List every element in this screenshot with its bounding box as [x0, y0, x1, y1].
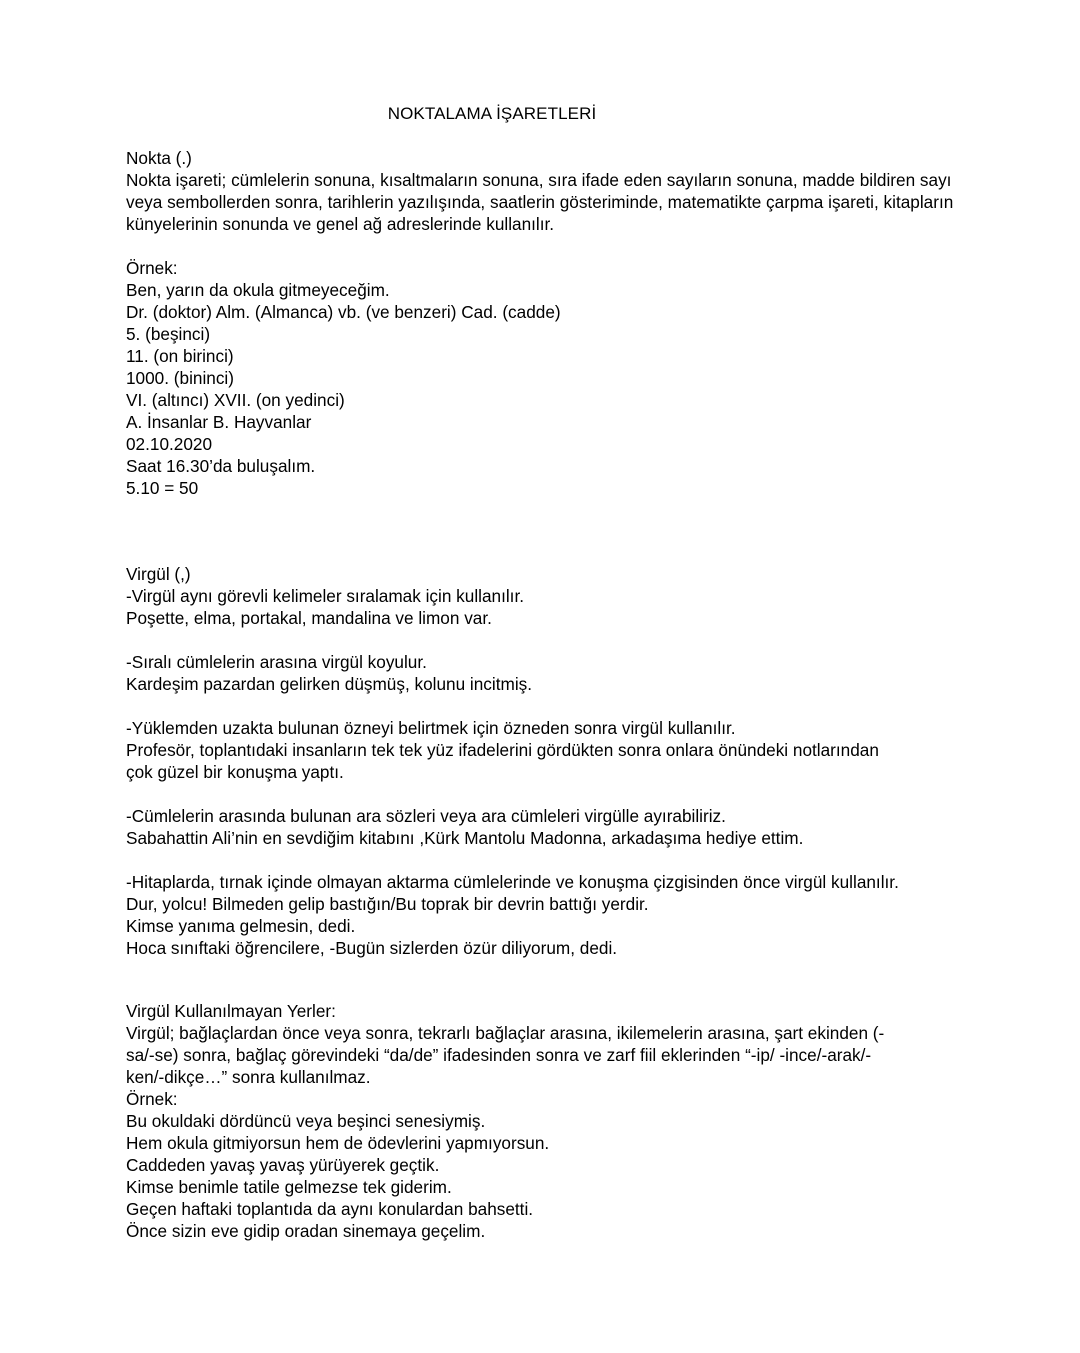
virgul-example: Sabahattin Ali’nin en sevdiğim kitabını ,Kürk Mantolu Madonna, arkadaşıma hediye ettim.: [126, 828, 804, 848]
example-line: VI. (altıncı) XVII. (on yedinci): [126, 390, 345, 410]
example-line: Ben, yarın da okula gitmeyeceğim.: [126, 280, 390, 300]
nokta-section: [126, 147, 976, 235]
virgul-example: çok güzel bir konuşma yaptı.: [126, 762, 344, 782]
virgul-example: Dur, yolcu! Bilmeden gelip bastığın/Bu toprak bir devrin battığı yerdir.: [126, 894, 649, 914]
virgul-rule: -Hitaplarda, tırnak içinde olmayan aktarma cümlelerinde ve konuşma çizgisinden önce virgül kullanılır.: [126, 872, 899, 892]
page-title: NOKTALAMA İŞARETLERİ: [387, 104, 597, 123]
virgul-yok-example-label: Örnek:: [126, 1089, 178, 1109]
example-line: Caddeden yavaş yavaş yürüyerek geçtik.: [126, 1155, 440, 1175]
virgul-example: Poşette, elma, portakal, mandalina ve limon var.: [126, 608, 492, 628]
virgul-yok-heading: Virgül Kullanılmayan Yerler:: [126, 1001, 336, 1021]
example-line: A. İnsanlar B. Hayvanlar: [126, 412, 312, 432]
virgul-yok-section: [126, 1000, 976, 1242]
example-line: 1000. (bininci): [126, 368, 234, 388]
example-line: Bu okuldaki dördüncü veya beşinci senesiymiş.: [126, 1111, 486, 1131]
virgul-example: Kardeşim pazardan gelirken düşmüş, kolunu incitmiş.: [126, 674, 533, 694]
example-line: Dr. (doktor) Alm. (Almanca) vb. (ve benzeri) Cad. (cadde): [126, 302, 561, 322]
virgul-yok-description: Virgül; bağlaçlardan önce veya sonra, tekrarlı bağlaçlar arasına, ikilemelerin arasına, şart ekinden (-: [126, 1023, 885, 1043]
virgul-section: [126, 563, 976, 959]
example-line: 02.10.2020: [126, 434, 213, 454]
virgul-example: Hoca sınıftaki öğrencilere, -Bugün sizlerden özür diliyorum, dedi.: [126, 938, 618, 958]
nokta-example-label: Örnek:: [126, 258, 178, 278]
example-line: Hem okula gitmiyorsun hem de ödevlerini yapmıyorsun.: [126, 1133, 550, 1153]
example-line: Saat 16.30’da buluşalım.: [126, 456, 316, 476]
example-line: Geçen haftaki toplantıda da aynı konulardan bahsetti.: [126, 1199, 534, 1219]
example-line: 5.10 = 50: [126, 478, 199, 498]
nokta-heading: Nokta (.): [126, 148, 192, 168]
virgul-example: Profesör, toplantıdaki insanların tek tek yüz ifadelerini gördükten sonra onlara önündeki notlarından: [126, 740, 879, 760]
virgul-yok-description: sa/-se) sonra, bağlaç görevindeki “da/de” ifadesinden sonra ve zarf fiil eklerinden “-ip/ -ince/-arak/-: [126, 1045, 872, 1065]
virgul-example: Kimse yanıma gelmesin, dedi.: [126, 916, 356, 936]
virgul-rule: -Yüklemden uzakta bulunan özneyi belirtmek için özneden sonra virgül kullanılır.: [126, 718, 736, 738]
virgul-rule: -Virgül aynı görevli kelimeler sıralamak için kullanılır.: [126, 586, 525, 606]
example-line: Kimse benimle tatile gelmezse tek giderim.: [126, 1177, 452, 1197]
nokta-description: Nokta işareti; cümlelerin sonuna, kısaltmaların sonuna, sıra ifade eden sayıların sonuna, madde bildiren sayı veya sembollerden sonra, tarihlerin yazılışında, saatlerin gösteriminde, matematikte çarpma işareti, kitapların künyelerinin sonunda ve genel ağ adreslerinde kullanılır.: [126, 170, 954, 234]
virgul-rule: -Sıralı cümlelerin arasına virgül koyulur.: [126, 652, 427, 672]
example-line: 5. (beşinci): [126, 324, 211, 344]
example-line: 11. (on birinci): [126, 346, 234, 366]
nokta-examples: [126, 257, 976, 499]
example-line: Önce sizin eve gidip oradan sinemaya geçelim.: [126, 1221, 486, 1241]
virgul-heading: Virgül (,): [126, 564, 191, 584]
virgul-yok-description: ken/-dikçe…” sonra kullanılmaz.: [126, 1067, 371, 1087]
virgul-rule: -Cümlelerin arasında bulunan ara sözleri veya ara cümleleri virgülle ayırabiliriz.: [126, 806, 726, 826]
